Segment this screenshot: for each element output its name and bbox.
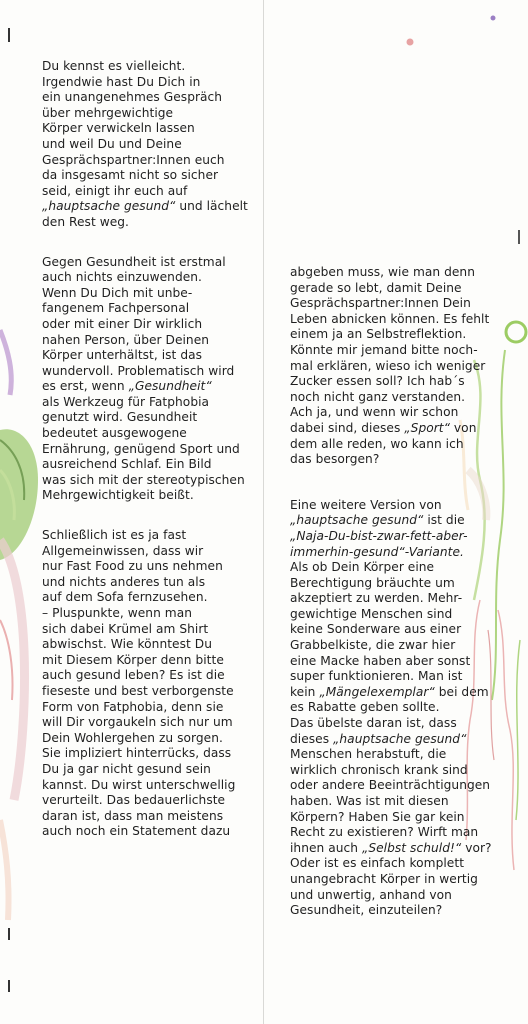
text-line: mit Diesem Körper denn bitte [42, 652, 224, 667]
text-line: das besorgen? [290, 452, 380, 467]
text-line: Ach ja, und wenn wir schon [290, 405, 459, 420]
text-line: als Werkzeug für Fatphobia [42, 394, 210, 409]
text-line: Zucker essen soll? Ich hab´s [290, 374, 465, 389]
text-line: vor? [461, 840, 492, 855]
emphasis-quote: „hauptsache gesund“ [42, 199, 176, 214]
text-line: den Rest weg. [42, 214, 129, 229]
text-line: genutzt wird. Gesundheit [42, 410, 198, 425]
text-line: auch gesund leben? Es ist die [42, 668, 225, 683]
text-line: über mehrgewichtige [42, 105, 174, 120]
text-line: Eine weitere Version von [290, 497, 442, 512]
text-line: und weil Du und Deine [42, 136, 182, 151]
text-line: es Rabatte geben sollte. [290, 700, 440, 715]
text-line: Körper verwickeln lassen [42, 121, 195, 136]
fold-line [263, 0, 264, 1024]
text-line: eine Macke haben aber sonst [290, 653, 471, 668]
paragraph [42, 255, 254, 505]
text-line: Wenn Du Dich mit unbe- [42, 285, 193, 300]
text-line: Gegen Gesundheit ist erstmal [42, 254, 226, 269]
text-line: und unwertig, anhand von [290, 887, 452, 902]
text-line: auch nichts einzuwenden. [42, 270, 202, 285]
paragraph [42, 59, 254, 231]
text-line: gewichtige Menschen sind [290, 606, 453, 621]
text-line: abgeben muss, wie man denn [290, 265, 475, 279]
text-line: Recht zu existieren? Wirft man [290, 825, 479, 840]
emphasis-quote: „Naja-Du-bist-zwar-fett-aber- [290, 528, 468, 543]
edge-mark [518, 230, 520, 244]
text-line: Könnte mir jemand bitte noch- [290, 342, 478, 357]
text-line: wirklich chronisch krank sind [290, 762, 468, 777]
text-line: Schließlich ist es ja fast [42, 528, 187, 543]
text-line: akzeptiert zu werden. Mehr- [290, 591, 463, 606]
text-line: noch nicht ganz verstanden. [290, 389, 466, 404]
text-line: Körpern? Haben Sie gar kein [290, 809, 465, 824]
text-line: ein unangenehmes Gespräch [42, 90, 223, 105]
pink-dot-decoration [407, 39, 414, 46]
text-line: was sich mit der stereotypischen [42, 472, 245, 487]
text-line: oder andere Beeinträchtigungen [290, 778, 491, 793]
text-line: Als ob Dein Körper eine [290, 560, 435, 575]
text-line: wundervoll. Problematisch wird [42, 363, 235, 378]
text-line: dieses [290, 731, 334, 746]
emphasis-quote: „Selbst schuld!“ [361, 840, 462, 855]
edge-mark [8, 28, 10, 42]
text-line: – Pluspunkte, wenn man [42, 606, 192, 620]
right-text-column [290, 265, 512, 919]
text-line: haben. Was ist mit diesen [290, 794, 449, 808]
text-line: Leben abnicken können. Es fehlt [290, 311, 490, 326]
emphasis-quote: „hauptsache gesund“ [290, 513, 424, 528]
text-line: von [450, 420, 477, 435]
text-line: da insgesamt nicht so sicher [42, 168, 219, 183]
text-line: keine Sonderware aus einer [290, 622, 462, 637]
text-line: und nichts anderes tun als [42, 574, 206, 589]
text-line: Grabbelkiste, die zwar hier [290, 638, 456, 653]
text-line: ihnen auch [290, 840, 362, 855]
text-line: bedeutet ausgewogene [42, 426, 187, 441]
text-line: Oder ist es einfach komplett [290, 856, 465, 871]
edge-mark [8, 928, 10, 940]
text-line: Du ja gar nicht gesund sein [42, 761, 211, 776]
emphasis-quote: immerhin-gesund“-Variante. [290, 544, 464, 559]
text-line: nahen Person, über Deinen [42, 332, 210, 347]
text-line: Sie impliziert hinterrücks, dass [42, 746, 232, 761]
text-line: auch noch ein Statement dazu [42, 824, 231, 839]
text-line: abwischst. Wie könntest Du [42, 637, 212, 652]
text-line: nur Fast Food zu uns nehmen [42, 559, 223, 574]
paragraph [290, 265, 512, 468]
text-line: Berechtigung bräuchte um [290, 575, 455, 590]
text-line: Körper unterhältst, ist das [42, 348, 203, 363]
text-line: Gesprächspartner:Innen euch [42, 152, 225, 167]
text-line: Mehrgewichtigkeit beißt. [42, 488, 194, 503]
text-line: Menschen herabstuft, die [290, 747, 447, 762]
text-line: bei dem [434, 684, 489, 699]
emphasis-quote: „Sport“ [404, 420, 450, 435]
text-line: auf dem Sofa fernzusehen. [42, 590, 208, 605]
text-line: seid, einigt ihr euch auf [42, 183, 188, 198]
purple-dot-decoration [491, 16, 496, 21]
text-line: fangenem Fachpersonal [42, 301, 190, 316]
paragraph [42, 528, 254, 840]
text-line: fieseste und best verborgenste [42, 683, 234, 698]
text-line: super funktionieren. Man ist [290, 669, 463, 684]
text-line: dabei sind, dieses [290, 420, 405, 435]
text-line: daran ist, dass man meistens [42, 808, 224, 823]
text-line: Du kennst es vielleicht. [42, 59, 186, 73]
edge-mark [8, 980, 10, 992]
text-line: Gesprächspartner:Innen Dein [290, 296, 471, 311]
text-line: Das übelste daran ist, dass [290, 716, 457, 731]
text-line: Irgendwie hast Du Dich in [42, 74, 201, 89]
text-line: kannst. Du wirst unterschwellig [42, 777, 236, 792]
left-text-column [42, 59, 254, 840]
text-line: sich dabei Krümel am Shirt [42, 621, 209, 636]
text-line: einem ja an Selbstreflektion. [290, 327, 467, 342]
text-line: Ernährung, genügend Sport und [42, 441, 240, 456]
text-line: Dein Wohlergehen zu sorgen. [42, 730, 223, 745]
text-line: und lächelt [175, 199, 248, 214]
emphasis-quote: „Mängelexemplar“ [319, 684, 435, 699]
emphasis-quote: „hauptsache gesund“ [333, 731, 467, 746]
left-pencil-drawing [0, 330, 38, 920]
paragraph [290, 498, 512, 919]
text-line: dem alle reden, wo kann ich [290, 436, 464, 451]
text-line: ausreichend Schlaf. Ein Bild [42, 457, 212, 472]
text-line: Form von Fatphobia, denn sie [42, 699, 224, 714]
text-line: oder mit einer Dir wirklich [42, 316, 203, 331]
text-line: es erst, wenn [42, 379, 129, 394]
text-line: Allgemeinwissen, dass wir [42, 543, 204, 558]
text-line: verurteilt. Das bedauerlichste [42, 793, 226, 808]
emphasis-quote: „Gesundheit“ [128, 379, 212, 394]
text-line: gerade so lebt, damit Deine [290, 280, 462, 295]
text-line: Gesundheit, einzuteilen? [290, 903, 443, 918]
text-line: will Dir vorgaukeln sich nur um [42, 715, 233, 730]
text-line: mal erklären, wieso ich weniger [290, 358, 486, 373]
text-line: unangebracht Körper in wertig [290, 871, 478, 886]
text-line: kein [290, 684, 320, 699]
text-line: ist die [423, 513, 465, 528]
